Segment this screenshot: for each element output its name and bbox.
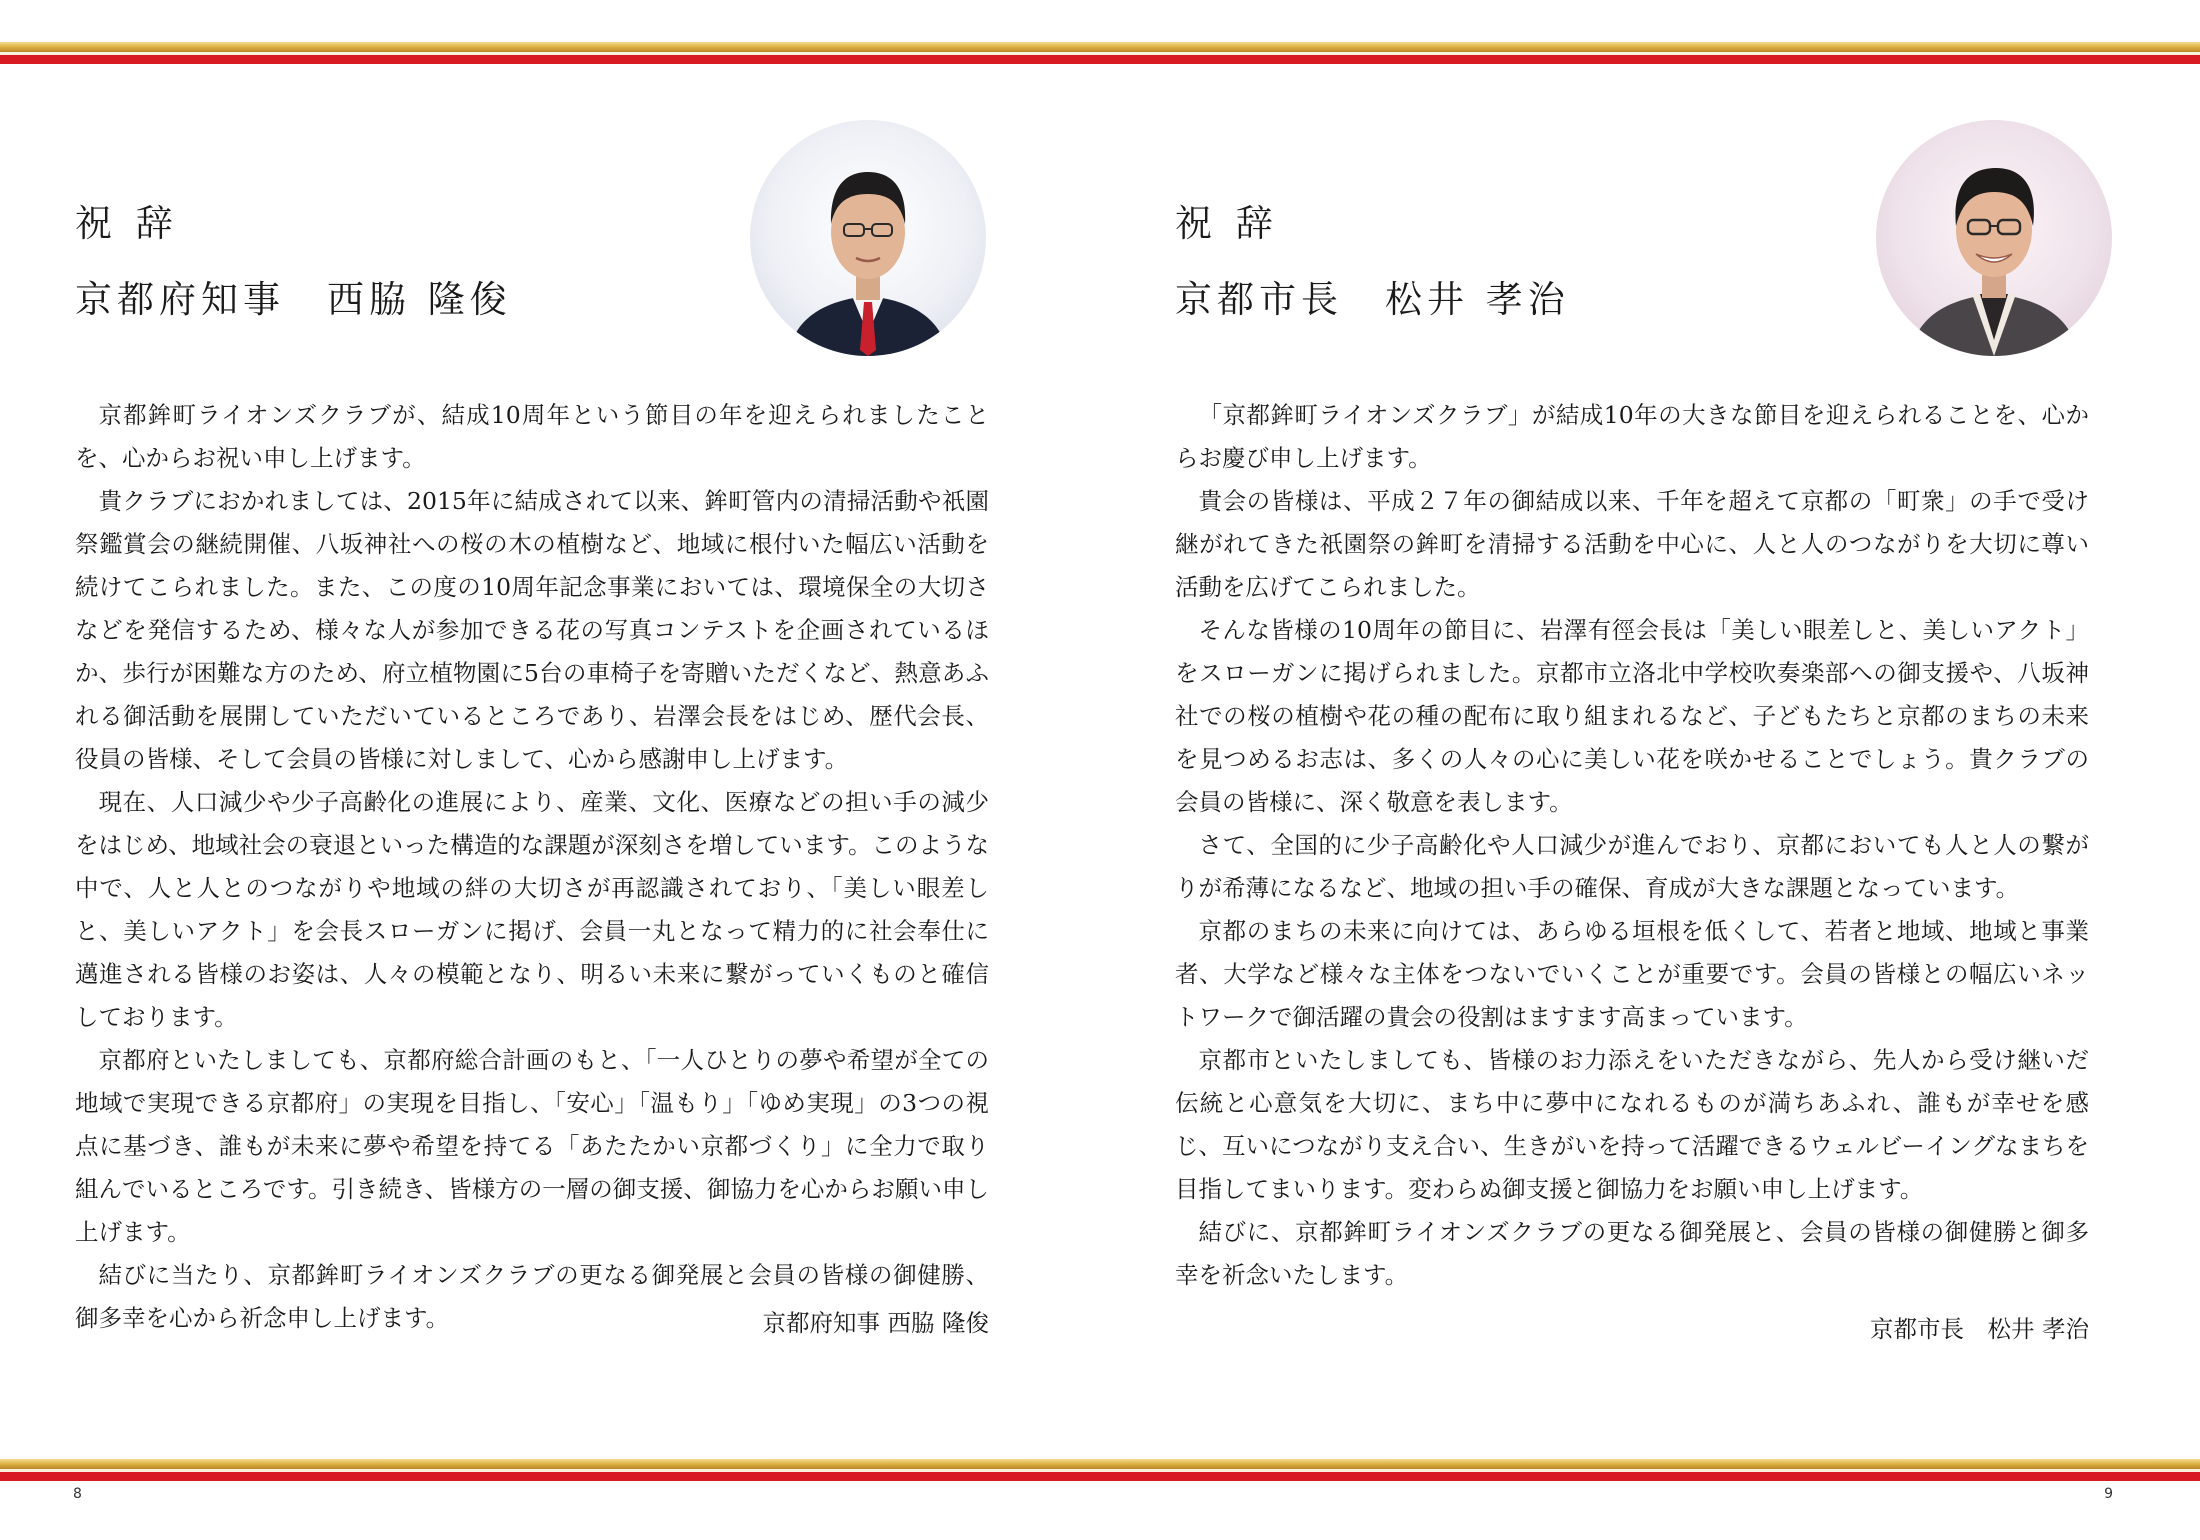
author-title: 京都府知事 西脇 隆俊 (75, 278, 512, 321)
signature: 京都市長 松井 孝治 (1870, 1315, 2089, 1343)
paragraph: そんな皆様の10周年の節目に、岩澤有徑会長は「美しい眼差しと、美しいアクト」をスローガンに掲げられました。京都市立洛北中学校吹奏楽部への御支援や、八坂神社での桜の植樹や花の種の配布に取り組まれるなど、子どもたちと京都のまちの未来を見つめるお志は、多くの人々の心に美しい花を咲かせることでしょう。貴クラブの会員の皆様に、深く敬意を表します。 (1175, 616, 2089, 816)
paragraph: 京都市といたしましても、皆様のお力添えをいただきながら、先人から受け継いだ伝統と心意気を大切に、まち中に夢中になれるものが満ちあふれ、誰もが幸せを感じ、互いにつながり支え合い、生きがいを持って活躍できるウェルビーイングなまちを目指してまいります。変わらぬ御支援と御協力をお願い申し上げます。 (1175, 1046, 2089, 1203)
page-heading: 祝 辞 (75, 202, 179, 245)
paragraph: 貴クラブにおかれましては、2015年に結成されて以来、鉾町管内の清掃活動や祇園祭鑑賞会の継続開催、八坂神社への桜の木の植樹など、地域に根付いた幅広い活動を続けてこられました。また、この度の10周年記念事業においては、環境保全の大切さなどを発信するため、様々な人が参加できる花の写真コンテストを企画されているほか、歩行が困難な方のため、府立植物園に5台の車椅子を寄贈いただくなど、熱意あふれる御活動を展開していただいているところであり、岩澤会長をはじめ、歴代会長、役員の皆様、そして会員の皆様に対しまして、心から感謝申し上げます。 (75, 487, 989, 773)
page-number: 9 (2104, 1486, 2113, 1502)
paragraph: 京都府といたしましても、京都府総合計画のもと、「一人ひとりの夢や希望が全ての地域で実現できる京都府」の実現を目指し、「安心」「温もり」「ゆめ実現」の3つの視点に基づき、誰もが未来に夢や希望を持てる「あたたかい京都づくり」に全力で取り組んでいるところです。引き続き、皆様方の一層の御支援、御協力を心からお願い申し上げます。 (75, 1046, 989, 1246)
page-heading: 祝 辞 (1175, 202, 1279, 245)
paragraph: さて、全国的に少子高齢化や人口減少が進んでおり、京都においても人と人の繋がりが希薄になるなど、地域の担い手の確保、育成が大きな課題となっています。 (1175, 831, 2089, 902)
signature: 京都府知事 西脇 隆俊 (762, 1309, 989, 1337)
paragraph: 結びに、京都鉾町ライオンズクラブの更なる御発展と、会員の皆様の御健勝と御多幸を祈念いたします。 (1175, 1218, 2089, 1289)
author-title: 京都市長 松井 孝治 (1175, 278, 1570, 321)
paragraph: 現在、人口減少や少子高齢化の進展により、産業、文化、医療などの担い手の減少をはじめ、地域社会の衰退といった構造的な課題が深刻さを増しています。このような中で、人と人とのつながりや地域の絆の大切さが再認識されており、「美しい眼差しと、美しいアクト」を会長スローガンに掲げ、会員一丸となって精力的に社会奉仕に邁進される皆様のお姿は、人々の模範となり、明るい未来に繋がっていくものと確信しております。 (75, 788, 989, 1031)
person-portrait-icon (750, 120, 986, 356)
page-number: 8 (73, 1486, 82, 1502)
paragraph: 京都のまちの未来に向けては、あらゆる垣根を低くして、若者と地域、地域と事業者、大学など様々な主体をつないでいくことが重要です。会員の皆様との幅広いネットワークで御活躍の貴会の役割はますます高まっています。 (1175, 917, 2089, 1031)
portrait-photo (1876, 120, 2112, 356)
person-portrait-icon (1876, 120, 2112, 356)
paragraph: 「京都鉾町ライオンズクラブ」が結成10年の大きな節目を迎えられることを、心からお慶び申し上げます。 (1175, 401, 2089, 472)
message-body (1175, 394, 2089, 1297)
paragraph: 京都鉾町ライオンズクラブが、結成10周年という節目の年を迎えられましたことを、心からお祝い申し上げます。 (75, 401, 989, 472)
portrait-photo (750, 120, 986, 356)
message-body (75, 394, 989, 1340)
paragraph: 結びに当たり、京都鉾町ライオンズクラブの更なる御発展と会員の皆様の御健勝、御多幸を心から祈念申し上げます。 (75, 1261, 989, 1332)
right-page (1100, 0, 2200, 1540)
paragraph: 貴会の皆様は、平成２７年の御結成以来、千年を超えて京都の「町衆」の手で受け継がれてきた祇園祭の鉾町を清掃する活動を中心に、人と人のつながりを大切に尊い活動を広げてこられました。 (1175, 487, 2089, 601)
